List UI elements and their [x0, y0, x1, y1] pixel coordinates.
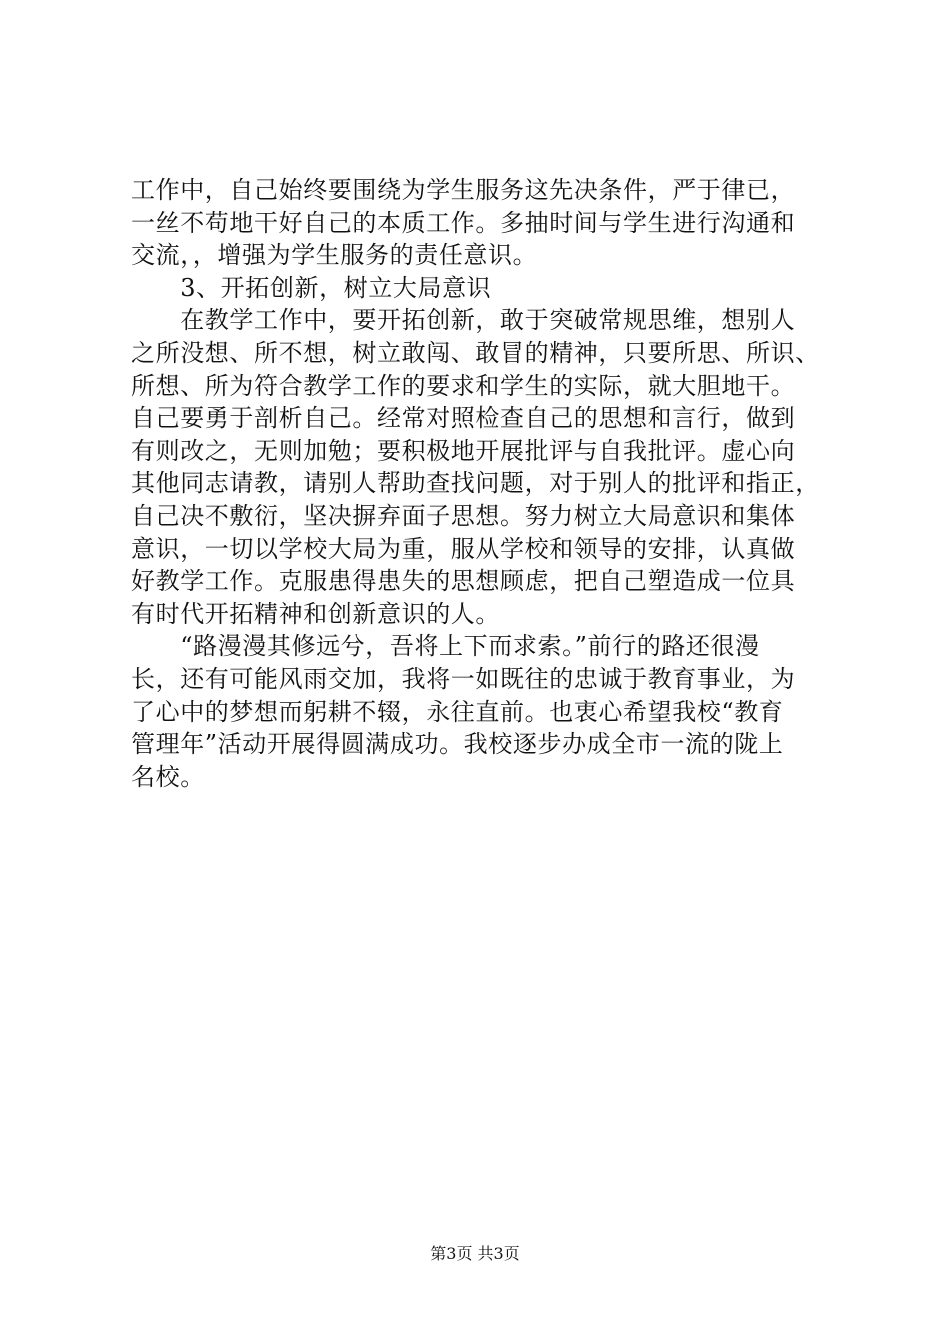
- text-line: 自己要勇于剖析自己。经常对照检查自己的思想和言行，做到: [131, 404, 796, 433]
- text-line: 交流，，增强为学生服务的责任意识。: [131, 241, 538, 270]
- text-line: 所想、所为符合教学工作的要求和学生的实际，就大胆地干。: [131, 371, 796, 400]
- text-line: 有则改之，无则加勉；要积极地开展批评与自我批评。虚心向: [131, 436, 796, 465]
- text-line: “路漫漫其修远兮，吾将上下而求索。”前行的路还很漫: [131, 632, 760, 661]
- text-line: 一丝不苟地干好自己的本质工作。多抽时间与学生进行沟通和: [131, 208, 796, 237]
- text-line: 了心中的梦想而躬耕不辍，永往直前。也衷心希望我校“教育: [131, 697, 784, 726]
- text-line: 意识，一切以学校大局为重，服从学校和领导的安排，认真做: [131, 534, 796, 563]
- section-heading: 3、开拓创新，树立大局意识: [131, 273, 492, 302]
- text-line: 自己决不敷衍，坚决摒弃面子思想。努力树立大局意识和集体: [131, 501, 796, 530]
- text-line: 工作中，自己始终要围绕为学生服务这先决条件，严于律已，: [131, 176, 796, 204]
- text-line: 在教学工作中，要开拓创新，敢于突破常规思维，想别人: [131, 306, 796, 335]
- text-line: 好教学工作。克服患得患失的思想顾虑，把自己塑造成一位具: [131, 567, 796, 596]
- text-line: 其他同志请教，请别人帮助查找问题，对于别人的批评和指正，: [131, 469, 820, 498]
- text-line: 之所没想、所不想，树立敢闯、敢冒的精神，只要所思、所识、: [131, 338, 820, 367]
- text-line: 名校。: [131, 762, 205, 791]
- document-body: [131, 174, 831, 793]
- text-line: 管理年”活动开展得圆满成功。我校逐步办成全市一流的陇上: [131, 730, 784, 759]
- text-line: 有时代开拓精神和创新意识的人。: [131, 599, 500, 628]
- page-number-footer: 第3页 共3页: [430, 1244, 520, 1263]
- text-line: 长，还有可能风雨交加，我将一如既往的忠诚于教育事业，为: [131, 664, 796, 693]
